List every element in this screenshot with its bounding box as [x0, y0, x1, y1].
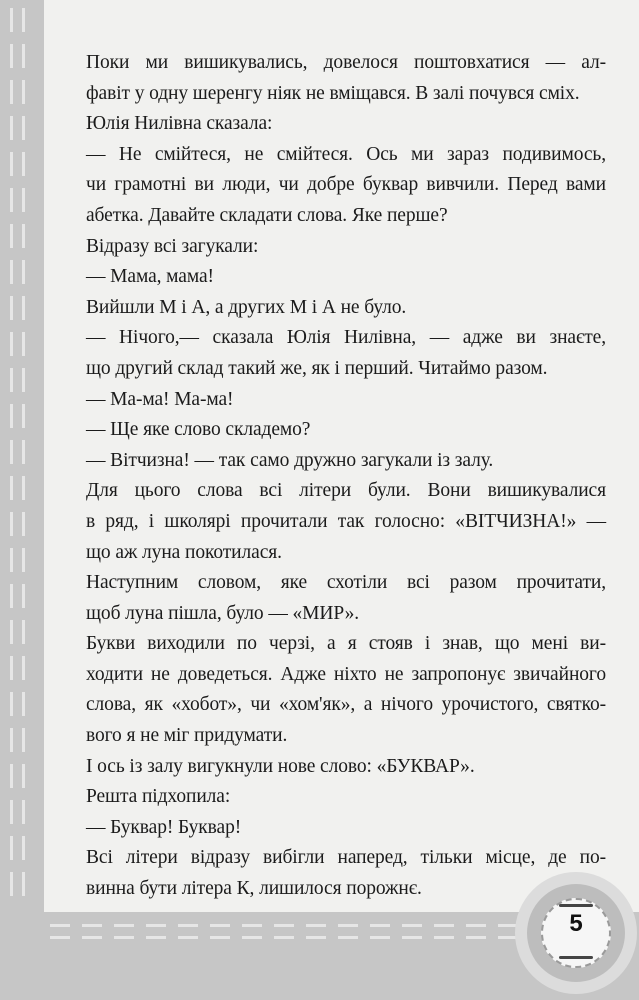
border-dash	[22, 260, 25, 284]
text-line: фавіт у одну шеренгу ніяк не вміщався. В залі почувся сміх.	[86, 82, 580, 104]
border-dash	[10, 872, 13, 896]
border-dash	[22, 296, 25, 320]
text-line: Юлія Нилівна сказала:	[86, 113, 273, 135]
border-dash	[210, 924, 230, 927]
text-line: в ряд, і школярі прочитали так голосно: «ВІТЧИЗНА!» —	[86, 510, 606, 532]
border-dash	[22, 476, 25, 500]
border-dash	[10, 44, 13, 68]
text-line: абетка. Давайте складати слова. Яке перше?	[86, 204, 448, 226]
text-line: слова, як «хобот», чи «хом'як», а нічого урочистого, святко-	[86, 694, 606, 716]
border-dash	[10, 800, 13, 824]
text-line: Для цього слова всі літери були. Вони вишикувалися	[86, 480, 606, 502]
border-dash	[22, 584, 25, 608]
text-line: ходити не доведеться. Адже ніхто не запропонує звичайного	[86, 663, 606, 685]
border-dash	[10, 476, 13, 500]
text-line: — Ма-ма! Ма-ма!	[86, 388, 234, 410]
border-dash	[22, 872, 25, 896]
border-dash	[22, 188, 25, 212]
border-dash	[370, 936, 390, 939]
border-dash	[10, 116, 13, 140]
border-dash	[22, 656, 25, 680]
border-dash	[10, 728, 13, 752]
border-dash	[22, 800, 25, 824]
text-line: Вийшли М і А, а других М і А не було.	[86, 296, 407, 318]
border-dash	[10, 548, 13, 572]
border-dash	[146, 936, 166, 939]
border-dash	[22, 620, 25, 644]
border-dash	[10, 224, 13, 248]
border-dash	[10, 152, 13, 176]
border-dash	[434, 924, 454, 927]
text-line: Всі літери відразу вибігли наперед, тільки місце, де по-	[86, 847, 606, 869]
text-line: І ось із залу вигукнули нове слово: «БУКВАР».	[86, 755, 475, 777]
border-dash	[10, 80, 13, 104]
text-line: — Вітчизна! — так само дружно загукали із залу.	[86, 449, 494, 471]
border-dash	[10, 368, 13, 392]
border-dash	[274, 924, 294, 927]
border-dash	[22, 836, 25, 860]
text-line: щоб луна пішла, було — «МИР».	[86, 602, 360, 624]
text-line: що другий склад такий же, як і перший. Читаймо разом.	[86, 357, 548, 379]
border-dash	[178, 924, 198, 927]
border-dash	[22, 332, 25, 356]
border-dash	[22, 116, 25, 140]
border-dash	[22, 692, 25, 716]
border-dash	[22, 224, 25, 248]
border-dash	[10, 512, 13, 536]
border-dash	[306, 924, 326, 927]
border-dash	[10, 188, 13, 212]
border-dash	[10, 260, 13, 284]
border-dash	[10, 656, 13, 680]
text-line: — Буквар! Буквар!	[86, 816, 242, 838]
text-line: Відразу всі загукали:	[86, 235, 259, 257]
border-dash	[22, 440, 25, 464]
border-dash	[10, 584, 13, 608]
text-line: — Не смійтеся, не смійтеся. Ось ми зараз подивимось,	[86, 143, 606, 165]
badge-stitch-top	[559, 904, 593, 907]
border-dash	[274, 936, 294, 939]
border-dash	[466, 936, 486, 939]
border-dash	[82, 924, 102, 927]
border-dash	[10, 296, 13, 320]
border-dash	[10, 332, 13, 356]
border-dash	[114, 936, 134, 939]
border-dash	[10, 404, 13, 428]
page-number: 5	[569, 910, 583, 937]
border-dash	[22, 368, 25, 392]
text-line: — Ще яке слово складемо?	[86, 419, 311, 441]
text-line: — Нічого,— сказала Юлія Нилівна, — адже ви знаєте,	[86, 327, 606, 349]
border-dash	[114, 924, 134, 927]
text-line: Букви виходили по черзі, а я стояв і знав, що мені ви-	[86, 633, 606, 655]
border-dash	[338, 924, 358, 927]
badge-stitch-bottom	[559, 956, 593, 959]
border-dash	[10, 620, 13, 644]
text-line: Наступним словом, яке схотіли всі разом прочитати,	[86, 572, 606, 594]
border-dash	[10, 692, 13, 716]
border-dash	[22, 44, 25, 68]
text-line: вого я не міг придумати.	[86, 725, 288, 747]
text-line: — Мама, мама!	[86, 266, 214, 288]
border-dash	[370, 924, 390, 927]
left-decorative-border	[0, 0, 44, 1000]
text-line: чи грамотні ви люди, чи добре буквар вивчили. Перед вами	[86, 174, 606, 196]
text-line: Решта підхопила:	[86, 786, 231, 808]
border-dash	[22, 764, 25, 788]
text-line: що аж луна покотилася.	[86, 541, 282, 563]
border-dash	[306, 936, 326, 939]
border-dash	[178, 936, 198, 939]
border-dash	[242, 924, 262, 927]
border-dash	[22, 152, 25, 176]
border-dash	[402, 936, 422, 939]
border-dash	[82, 936, 102, 939]
border-dash	[10, 836, 13, 860]
border-dash	[434, 936, 454, 939]
text-line: Поки ми вишикувались, довелося поштовхатися — ал-	[86, 52, 606, 73]
border-dash	[22, 80, 25, 104]
border-dash	[22, 8, 25, 32]
border-dash	[242, 936, 262, 939]
border-dash	[10, 8, 13, 32]
border-dash	[402, 924, 422, 927]
border-dash	[50, 924, 70, 927]
border-dash	[338, 936, 358, 939]
border-dash	[466, 924, 486, 927]
border-dash	[22, 512, 25, 536]
border-dash	[10, 440, 13, 464]
border-dash	[22, 728, 25, 752]
border-dash	[50, 936, 70, 939]
text-line: винна бути літера К, лишилося порожнє.	[86, 878, 422, 900]
border-dash	[10, 764, 13, 788]
border-dash	[146, 924, 166, 927]
border-dash	[22, 404, 25, 428]
border-dash	[22, 548, 25, 572]
border-dash	[210, 936, 230, 939]
page-body-text	[86, 48, 606, 905]
